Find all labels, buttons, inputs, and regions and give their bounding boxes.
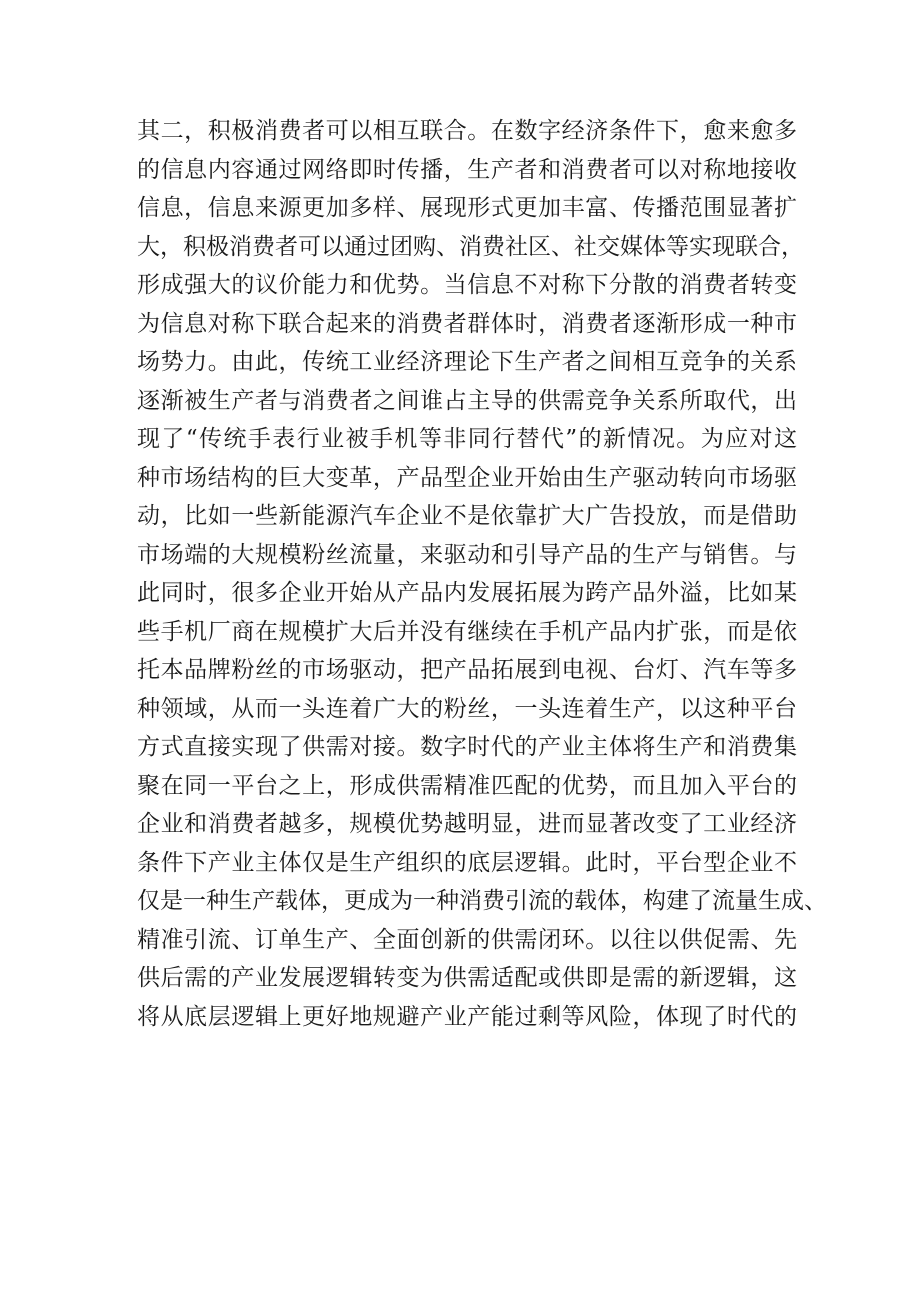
text-line: 精准引流、订单生产、全面创新的供需闭环。以往以供促需、先: [137, 926, 797, 953]
text-line: 企业和消费者越多，规模优势越明显，进而显著改变了工业经济: [137, 811, 797, 837]
text-line: 此同时，很多企业开始从产品内发展拓展为跨产品外溢，比如某: [137, 580, 797, 606]
text-line: 信息，信息来源更加多样、展现形式更加丰富、传播范围显著扩: [137, 195, 797, 221]
text-line: 仅是一种生产载体，更成为一种消费引流的载体，构建了流量生成、: [137, 888, 827, 914]
text-line: 的信息内容通过网络即时传播，生产者和消费者可以对称地接收: [137, 156, 797, 183]
text-line: 方式直接实现了供需对接。数字时代的产业主体将生产和消费集: [137, 734, 797, 760]
text-line: 场势力。由此，传统工业经济理论下生产者之间相互竞争的关系: [137, 349, 797, 375]
text-line: 为信息对称下联合起来的消费者群体时，消费者逐渐形成一种市: [137, 310, 797, 337]
text-line: 其二，积极消费者可以相互联合。在数字经济条件下，愈来愈多: [137, 118, 797, 144]
text-line: 逐渐被生产者与消费者之间谁占主导的供需竞争关系所取代，出: [137, 387, 797, 414]
text-line: 供后需的产业发展逻辑转变为供需适配或供即是需的新逻辑，这: [137, 965, 797, 991]
text-line: 市场端的大规模粉丝流量，来驱动和引导产品的生产与销售。与: [137, 541, 797, 568]
text-line: 将从底层逻辑上更好地规避产业产能过剩等风险，体现了时代的: [137, 1003, 797, 1030]
text-line: 些手机厂商在规模扩大后并没有继续在手机产品内扩张，而是依: [137, 618, 797, 645]
text-line: 形成强大的议价能力和优势。当信息不对称下分散的消费者转变: [137, 272, 797, 298]
text-line: 现了“传统手表行业被手机等非同行替代”的新情况。为应对这: [137, 426, 797, 452]
text-line: 种市场结构的巨大变革，产品型企业开始由生产驱动转向市场驱: [137, 464, 797, 491]
text-line: 条件下产业主体仅是生产组织的底层逻辑。此时，平台型企业不: [137, 849, 797, 876]
text-line: 动，比如一些新能源汽车企业不是依靠扩大广告投放，而是借助: [137, 503, 797, 529]
body-paragraph: [137, 112, 827, 1036]
text-line: 聚在同一平台之上，形成供需精准匹配的优势，而且加入平台的: [137, 772, 797, 799]
text-line: 大，积极消费者可以通过团购、消费社区、社交媒体等实现联合，: [137, 233, 804, 260]
text-line: 托本品牌粉丝的市场驱动，把产品拓展到电视、台灯、汽车等多: [137, 657, 797, 683]
text-line: 种领域，从而一头连着广大的粉丝，一头连着生产，以这种平台: [137, 695, 797, 722]
